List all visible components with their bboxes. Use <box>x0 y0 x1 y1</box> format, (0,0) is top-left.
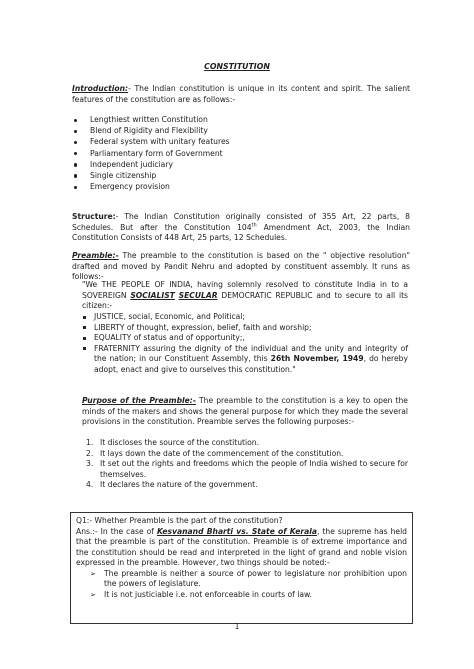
purpose-item-text: It discloses the source of the constitution. <box>100 438 259 447</box>
purpose-heading: Purpose of the Preamble:- <box>82 396 196 405</box>
purpose-item-number: 2. <box>86 448 94 458</box>
answer-point <box>76 569 407 590</box>
feature-item: Independent judiciary <box>72 160 402 171</box>
purpose-item <box>86 459 408 480</box>
preamble-item: EQUALITY of status and of opportunity;, <box>82 333 408 344</box>
fraternity-date: 26th November, 1949 <box>270 354 364 363</box>
answer-point <box>76 590 407 601</box>
feature-item: Blend of Rigidity and Flexibility <box>72 126 402 137</box>
structure-paragraph <box>72 212 410 244</box>
feature-item: Federal system with unitary features <box>72 137 402 148</box>
preamble-item: JUSTICE, social, Economic, and Political; <box>82 312 408 323</box>
answer-paragraph <box>76 527 407 569</box>
feature-item: Lengthiest written Constitution <box>72 115 402 126</box>
purpose-item-text: It lays down the date of the commencement of the constitution. <box>100 448 344 458</box>
preamble-heading: Preamble:- <box>72 251 119 260</box>
case-name: Kesvanand Bharti vs. State of Kerala <box>156 526 318 536</box>
fraternity-text-a: FRATERNITY assuring the dignity of the individual and the unity and integrity of the nation; in our Constituent Assembly, this <box>94 343 408 363</box>
purpose-item-number: 1. <box>86 438 94 447</box>
answer-label: Ans.:- <box>76 526 98 536</box>
answer-point-text: The preamble is neither a source of power to legislature nor prohibition upon the powers of legislature. <box>104 568 407 588</box>
structure-text-a: - The Indian Constitution originally consisted of 355 Art, 22 parts, 8 Schedules. But after the Constitution 104 <box>72 212 410 232</box>
intro-paragraph <box>72 84 410 105</box>
arrow-bullet-icon: ➢ <box>90 590 96 599</box>
purpose-item <box>86 438 408 449</box>
structure-heading: Structure: <box>72 212 116 221</box>
purpose-text: The preamble to the constitution is a key to open the minds of the makers and shows the general purpose for which they made the several provisions in the constitution. Preamble serves the following purposes:- <box>82 396 408 426</box>
purpose-item-number: 3. <box>86 459 94 468</box>
preamble-item: LIBERTY of thought, expression, belief, faith and worship; <box>82 323 408 334</box>
quote-socialist: SOCIALIST <box>130 290 175 300</box>
structure-text-b: Amendment Act, 2003, the Indian Constitution Consists of 448 Art, 25 parts, 12 Schedules. <box>72 222 410 242</box>
intro-text: - The Indian constitution is unique in its content and spirit. The salient features of the constitution are as follows:- <box>72 84 410 104</box>
purpose-list <box>86 438 408 491</box>
intro-heading: Introduction: <box>72 84 129 93</box>
feature-item: Single citizenship <box>72 171 402 182</box>
preamble-paragraph <box>72 251 410 283</box>
purpose-item-text: It set out the rights and freedoms which the people of India wished to secure for themselves. <box>100 459 408 479</box>
purpose-item-number: 4. <box>86 480 94 489</box>
question-text: Q1:- Whether Preamble is the part of the constitution? <box>76 516 283 525</box>
question-box <box>70 512 413 624</box>
page-title: CONSTITUTION <box>204 62 270 71</box>
feature-item: Emergency provision <box>72 182 402 193</box>
quote-text-a: "We THE PEOPLE OF INDIA, having solemnly resolved to constitute India in to a SOVEREIGN <box>82 280 408 300</box>
quote-text-b: DEMOCRATIC REPUBLIC and to secure to all its citizen:- <box>82 290 408 310</box>
purpose-item <box>86 480 408 491</box>
purpose-paragraph <box>82 396 408 428</box>
purpose-item <box>86 449 408 460</box>
page-number: 1 <box>234 622 240 631</box>
preamble-quote <box>82 280 408 312</box>
arrow-bullet-icon: ➢ <box>90 569 96 578</box>
quote-secular: SECULAR <box>178 290 218 300</box>
fraternity-text-b: , do hereby adopt, enact and give to ourselves this constitution." <box>94 354 408 374</box>
preamble-text: The preamble to the constitution is based on the " objective resolution" drafted and moved by Pandit Nehru and adopted by constituent assembly. It runs as follows:- <box>72 251 410 281</box>
preamble-item-fraternity <box>82 344 408 376</box>
preamble-items-list <box>82 312 408 375</box>
feature-item: Parliamentary form of Government <box>72 149 402 160</box>
answer-point-text: It is not justiciable i.e. not enforceable in courts of law. <box>104 589 312 599</box>
answer-text-b: , the supreme has held that the preamble is part of the constitution. Preamble is of extreme importance and the constitution should be read and interpreted in the light of grand and noble vision expressed in the preamble. However, two things should be noted:- <box>76 526 407 567</box>
purpose-item-text: It declares the nature of the government. <box>100 480 258 489</box>
answer-points-list <box>76 569 407 601</box>
features-list <box>72 115 402 193</box>
structure-sup: th <box>251 221 257 228</box>
answer-text-a: In the case of <box>97 526 157 536</box>
